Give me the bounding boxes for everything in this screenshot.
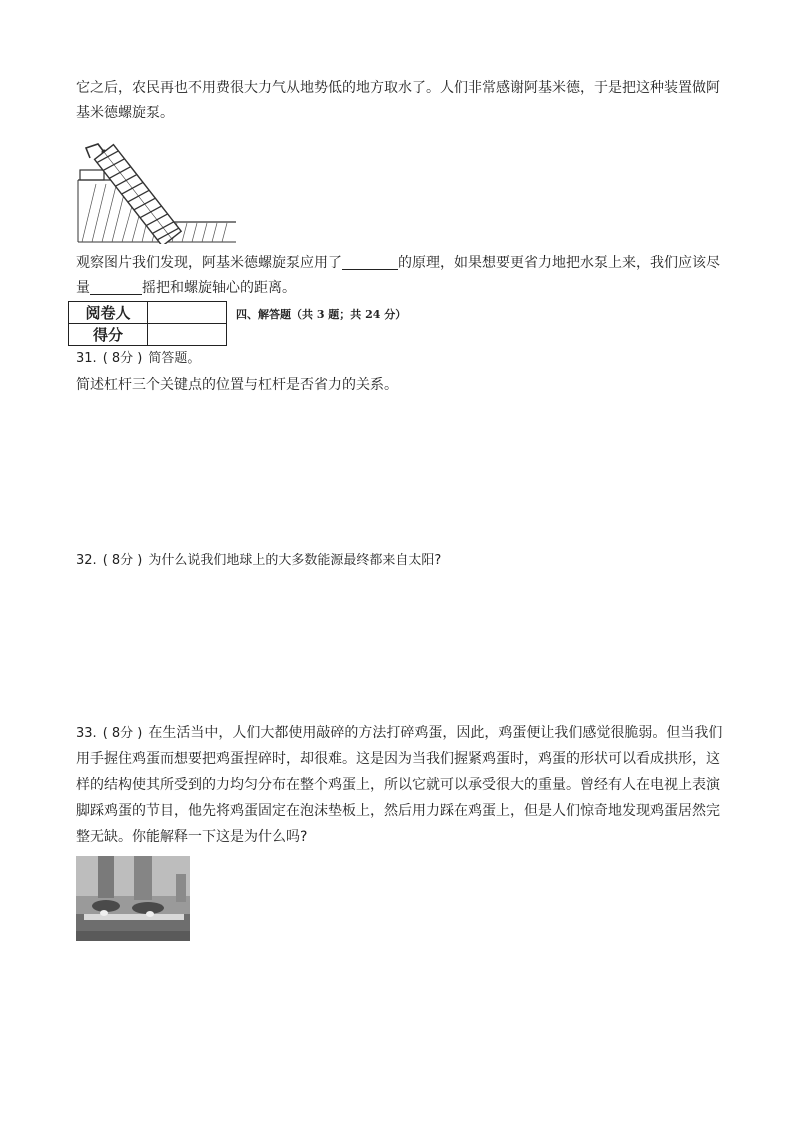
- question-points: ( 8分 ): [102, 351, 143, 366]
- intro-line-2: 基米德螺旋泵。: [76, 105, 174, 121]
- answer-blank-1[interactable]: [342, 252, 398, 270]
- intro-line-1: 它之后，农民再也不用费很大力气从地势低的地方取水了。人们非常感谢阿基米德，于是把这种装置做阿: [76, 80, 720, 96]
- question-points: ( 8分 ): [102, 726, 143, 741]
- score-table: [68, 301, 227, 346]
- score-cell[interactable]: [148, 324, 227, 346]
- observe-line-2: [76, 275, 726, 301]
- answer-blank-2[interactable]: [90, 277, 142, 295]
- question-text: 为什么说我们地球上的大多数能源最终都来自太阳?: [148, 553, 442, 568]
- observe-text-1b: 的原理，如果想要更省力地把水泵上来，我们应该尽: [398, 255, 720, 271]
- egg-stepping-photo: [76, 856, 190, 941]
- question-33-line-4: 脚踩鸡蛋的节目，他先将鸡蛋固定在泡沫垫板上，然后用力踩在鸡蛋上，但是人们惊奇地发现鸡蛋居然完: [76, 803, 720, 819]
- question-32: [76, 551, 441, 571]
- question-31-header: [76, 349, 200, 369]
- question-number: 32.: [76, 553, 97, 568]
- reviewer-cell[interactable]: [148, 302, 227, 324]
- question-text: 在生活当中，人们大都使用敲碎的方法打碎鸡蛋，因此，鸡蛋便让我们感觉很脆弱。但当我们: [148, 725, 723, 741]
- question-31-text: 简述杠杆三个关键点的位置与杠杆是否省力的关系。: [76, 377, 398, 393]
- reviewer-label: 阅卷人: [69, 302, 148, 324]
- question-33-line-2: 用手握住鸡蛋而想要把鸡蛋捏碎时，却很难。这是因为当我们握紧鸡蛋时，鸡蛋的形状可以看成拱形，这: [76, 751, 720, 767]
- archimedes-screw-figure: [76, 130, 238, 244]
- question-points: ( 8分 ): [102, 553, 143, 568]
- observe-text-2b: 摇把和螺旋轴心的距离。: [142, 280, 296, 296]
- observe-text-2a: 量: [76, 280, 90, 296]
- question-33-line-1: [76, 720, 726, 747]
- question-text: 简答题。: [148, 351, 201, 366]
- section-title: 四、解答题（共 3 题；共 24 分）: [236, 308, 407, 321]
- question-number: 31.: [76, 351, 97, 366]
- observe-line-1: [76, 250, 726, 276]
- question-number: 33.: [76, 726, 97, 741]
- question-33-line-3: 样的结构使其所受到的力均匀分布在整个鸡蛋上，所以它就可以承受很大的重量。曾经有人在电视上表演: [76, 777, 720, 793]
- observe-text-1a: 观察图片我们发现，阿基米德螺旋泵应用了: [76, 255, 342, 271]
- question-33-line-5: 整无缺。你能解释一下这是为什么吗?: [76, 829, 308, 845]
- score-label: 得分: [69, 324, 148, 346]
